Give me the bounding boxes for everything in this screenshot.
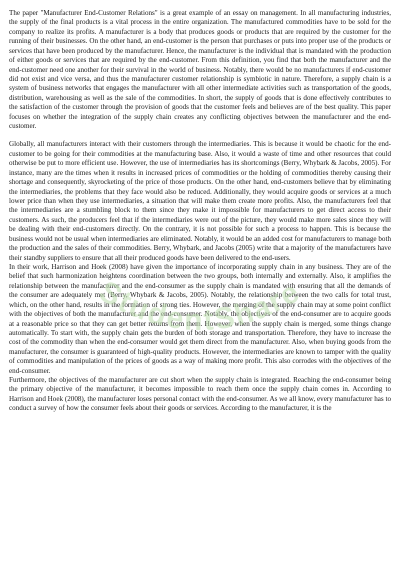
paragraph-1: The paper "Manufacturer End-Customer Relations" is a great example of an essay on management. In all manufacturing industries, the supply of the final products is a vital process in the entire organization. The manufactured commodities have to be sold for the company to realize its profits. A manufacturer is a body that produces goods or products that are required by the customer for the running of their businesses. On the other hand, an end-customer is the person that purchases or puts into proper use of the products or services that have been produced by the manufacturer. Hence, the manufacturer is the individual that is mandated with the production of either goods or services that are required by the end-customer. From this definition, you find that both the manufacturer and the end-customer need one another for their survival in the world of business. Notably, there would be no manufacturers if end-customer did not exist and vice versa, and thus the manufacturer customer relationship is symbiotic in nature. Therefore, a supply chain is a system of business networks that engages the manufacturer with all other intermediate activities such as transportation of the goods, distribution, warehousing as well as the sale of the commodities. In short, the supply of goods that is done effectively contributes to the satisfaction of the customer through the provision of goods that the customer feels and believes are of the best quality. This paper focuses on whether the integration of the supply chain creates any conflicting objectives between the manufacturer and the end-customer. bbox=[9, 9, 391, 131]
watermark-text: StudentShare bbox=[93, 274, 307, 338]
paragraph-2: Globally, all manufacturers interact with their customers through the intermediaries. This is because it would be chaotic for the end-customer to be going for their commodities at the manufacturing base. Also, it would a waste of time and other resources that could otherwise be put to more efficient use. However, the use of intermediaries has its shortcomings (Berry, Whybark & Jacobs, 2005). For instance, many are the times when it results in increased prices of commodities or the holding of commodities thereby causing their shortage and consequently, skyrocketing of the price of those products. On the other hand, end-customers believe that by eliminating the intermediaries, the problems that they face would also be reduced. Additionally, they would acquire goods or services at a much lower price than when they use intermediaries, a situation that will make them create more profits. Also, the manufacturers feel that the intermediaries are a stumbling block to them since they make it impossible for manufacturers to get direct access to their customers. As such, the producers feel that if the intermediaries were out of the picture, they would make more sales since they will be dealing with their end-customers directly. On the contrary, it is not possible for such a process to happen. This is because the business would not be usual when intermediaries are eliminated. Notably, it would be an added cost for manufacturers to manage both the production and the sales of their commodities. Berry, Whybark, and Jacobs (2005) write that a majority of the manufacturers have their standby suppliers to ensure that all their produced goods have been delivered to the end-users. bbox=[9, 140, 391, 262]
paragraph-4: Furthermore, the objectives of the manufacturer are cut short when the supply chain is integrated. Reaching the end-consumer being the primary objective of the manufacturer, it becomes impossible to reach them once the supply chain comes in. According to Harrison and Hoek (2008), the manufacturer loses personal contact with the end-consumer. As we all know, every manufacturer has to conduct a survey of how the consumer feels about their goods or services. According to the manufacturer, it is the bbox=[9, 376, 391, 413]
paragraph-3: In their work, Harrison and Hoek (2008) have given the importance of incorporating supply chain in any business. They are of the belief that such harmonization heightens coordination between the two groups, both internally and externally. Also, it amplifies the relationship between the manufacturer and the end-consumer as the supply chain is mandated with ensuring that all the demands of the consumer are adequately met (Berry, Whybark & Jacobs, 2005). Notably, the relationship between the two calls for total trust, which, on the other hand, results in the formation of strong ties. However, the merging of the supply chain may at some point conflict with the objectives of both the manufacturer and the end-consumer. Notably, the objectives of the end-consumer are to acquire goods at a reasonable price so that they can get better returns from them. However, when the supply chain is merged, some things change automatically. To start with, the supply chain gets the burden of both storage and transportation. Therefore, they have to increase the cost of the commodity than when the end-consumer would get them direct from the manufacturer. Also, when buying goods from the manufacturer, the consumer is guaranteed of high-quality products. However, the intermediaries are known to tamper with the quality of commodities and manipulation of the prices of goods as a way of making more profit. This also corrodes with the objectives of the end-consumer. bbox=[9, 262, 391, 375]
